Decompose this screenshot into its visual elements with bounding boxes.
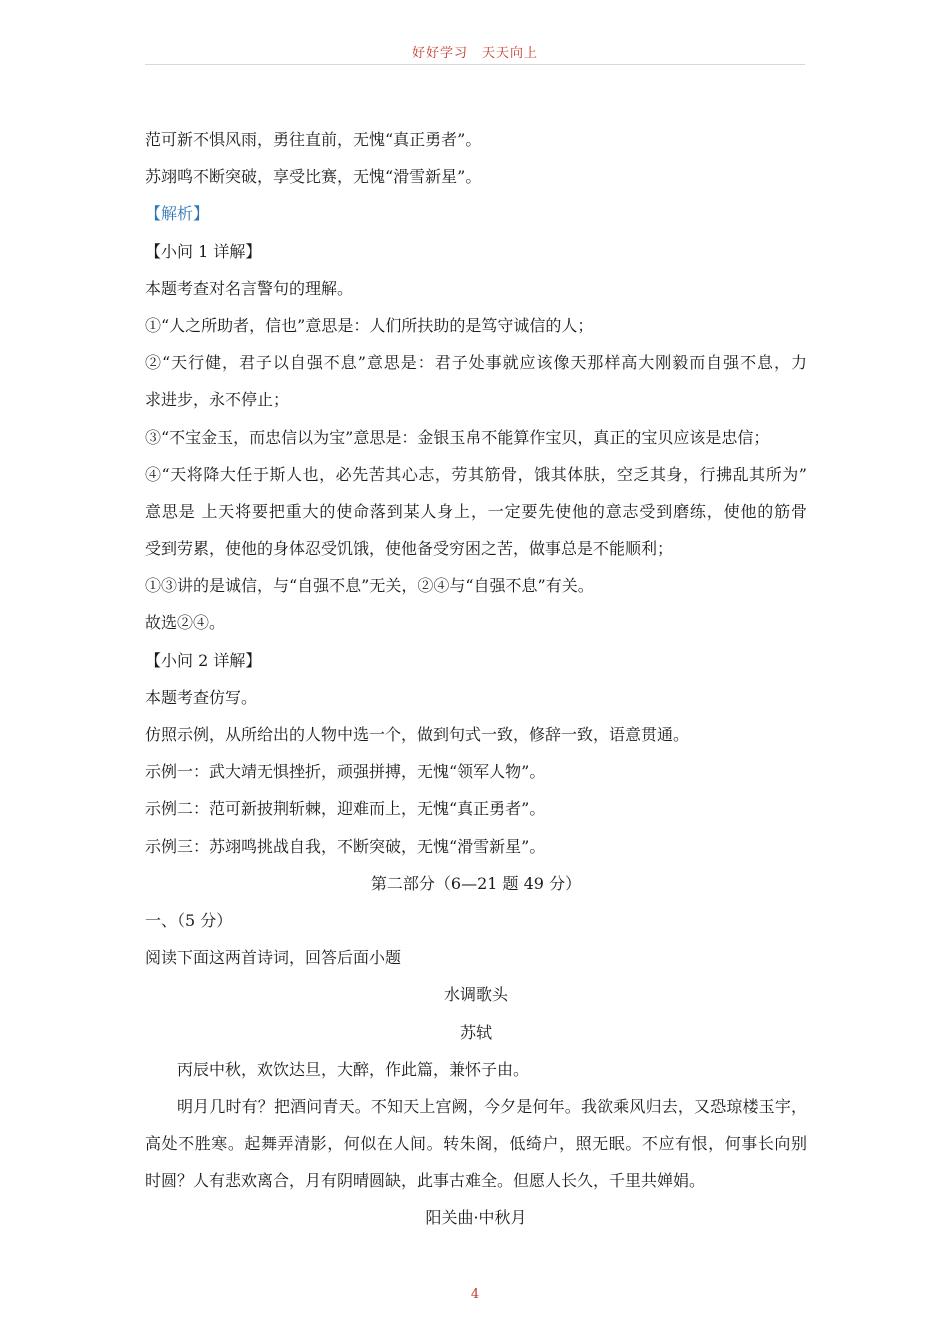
- paragraph-line: ④“天将降大任于斯人也，必先苦其心志，劳其筋骨，饿其体肤，空乏其身，行拂乱其所为”: [145, 464, 807, 484]
- answer-line-1: 范可新不惧风雨，勇往直前，无愧“真正勇者”。: [145, 130, 482, 149]
- paragraph-line: ③“不宝金玉，而忠信以为宝”意思是：金银玉帛不能算作宝贝，真正的宝贝应该是忠信；: [145, 427, 770, 447]
- poem-text-line: 高处不胜寒。起舞弄清影，何似在人间。转朱阁，低绮户，照无眠。不应有恨，何事长向别: [145, 1134, 807, 1154]
- subquestion-1-heading: 【小问 1 详解】: [145, 241, 262, 261]
- paragraph-line: 受到劳累，使他的身体忍受饥饿，使他备受穷困之苦，做事总是不能顺利；: [145, 539, 674, 559]
- paragraph-line: 本题考查仿写。: [145, 687, 258, 707]
- question-heading: 一、（5 分）: [145, 910, 233, 930]
- analysis-heading: 【解析】: [145, 204, 210, 224]
- paragraph-line: 意思是 上天将要把重大的使命落到某人身上，一定要先使他的意志受到磨练，使他的筋骨: [145, 501, 807, 521]
- paragraph-line: 本题考查对名言警句的理解。: [145, 278, 354, 298]
- poem-title: 阳关曲·中秋月: [425, 1208, 527, 1228]
- answer-line-2: 苏翊鸣不断突破，享受比赛，无愧“滑雪新星”。: [145, 167, 482, 187]
- example-line: 示例一：武大靖无惧挫折，顽强拼搏，无愧“领军人物”。: [145, 762, 546, 782]
- paragraph-line: ①③讲的是诚信，与“自强不息”无关，②④与“自强不息”有关。: [145, 576, 594, 596]
- paragraph-line: 故选②④。: [145, 613, 226, 633]
- document-body: [145, 121, 807, 1237]
- header-divider: [145, 64, 805, 65]
- poem-text-line: 明月几时有？把酒问青天。不知天上宫阙，今夕是何年。我欲乘风归去，又恐琼楼玉宇，: [177, 1096, 807, 1116]
- poem-preface: 丙辰中秋，欢饮达旦，大醉，作此篇，兼怀子由。: [177, 1059, 530, 1079]
- page-header: 好好学习 天天向上: [411, 46, 538, 61]
- example-line: 示例二：范可新披荆斩棘，迎难而上，无愧“真正勇者”。: [145, 799, 546, 819]
- paragraph-line: 求进步，永不停止；: [145, 390, 290, 410]
- paragraph-line: 仿照示例，从所给出的人物中选一个，做到句式一致，修辞一致，语意贯通。: [145, 725, 690, 744]
- paragraph-line: ①“人之所助者，信也”意思是：人们所扶助的是笃守诚信的人；: [145, 315, 594, 335]
- paragraph-line: ②“天行健，君子以自强不息”意思是：君子处事就应该像天那样高大刚毅而自强不息，力: [145, 353, 807, 373]
- instruction-line: 阅读下面这两首诗词，回答后面小题: [145, 948, 402, 968]
- example-line: 示例三：苏翊鸣挑战自我，不断突破，无愧“滑雪新星”。: [145, 836, 546, 856]
- subquestion-2-heading: 【小问 2 详解】: [145, 650, 262, 670]
- poem-text-line: 时圆？人有悲欢离合，月有阴晴圆缺，此事古难全。但愿人长久，千里共婵娟。: [145, 1171, 706, 1191]
- poem-author: 苏轼: [459, 1022, 492, 1042]
- poem-title: 水调歌头: [443, 985, 508, 1005]
- page-number: 4: [470, 1287, 480, 1302]
- section-title: 第二部分（6—21 题 49 分）: [370, 873, 582, 893]
